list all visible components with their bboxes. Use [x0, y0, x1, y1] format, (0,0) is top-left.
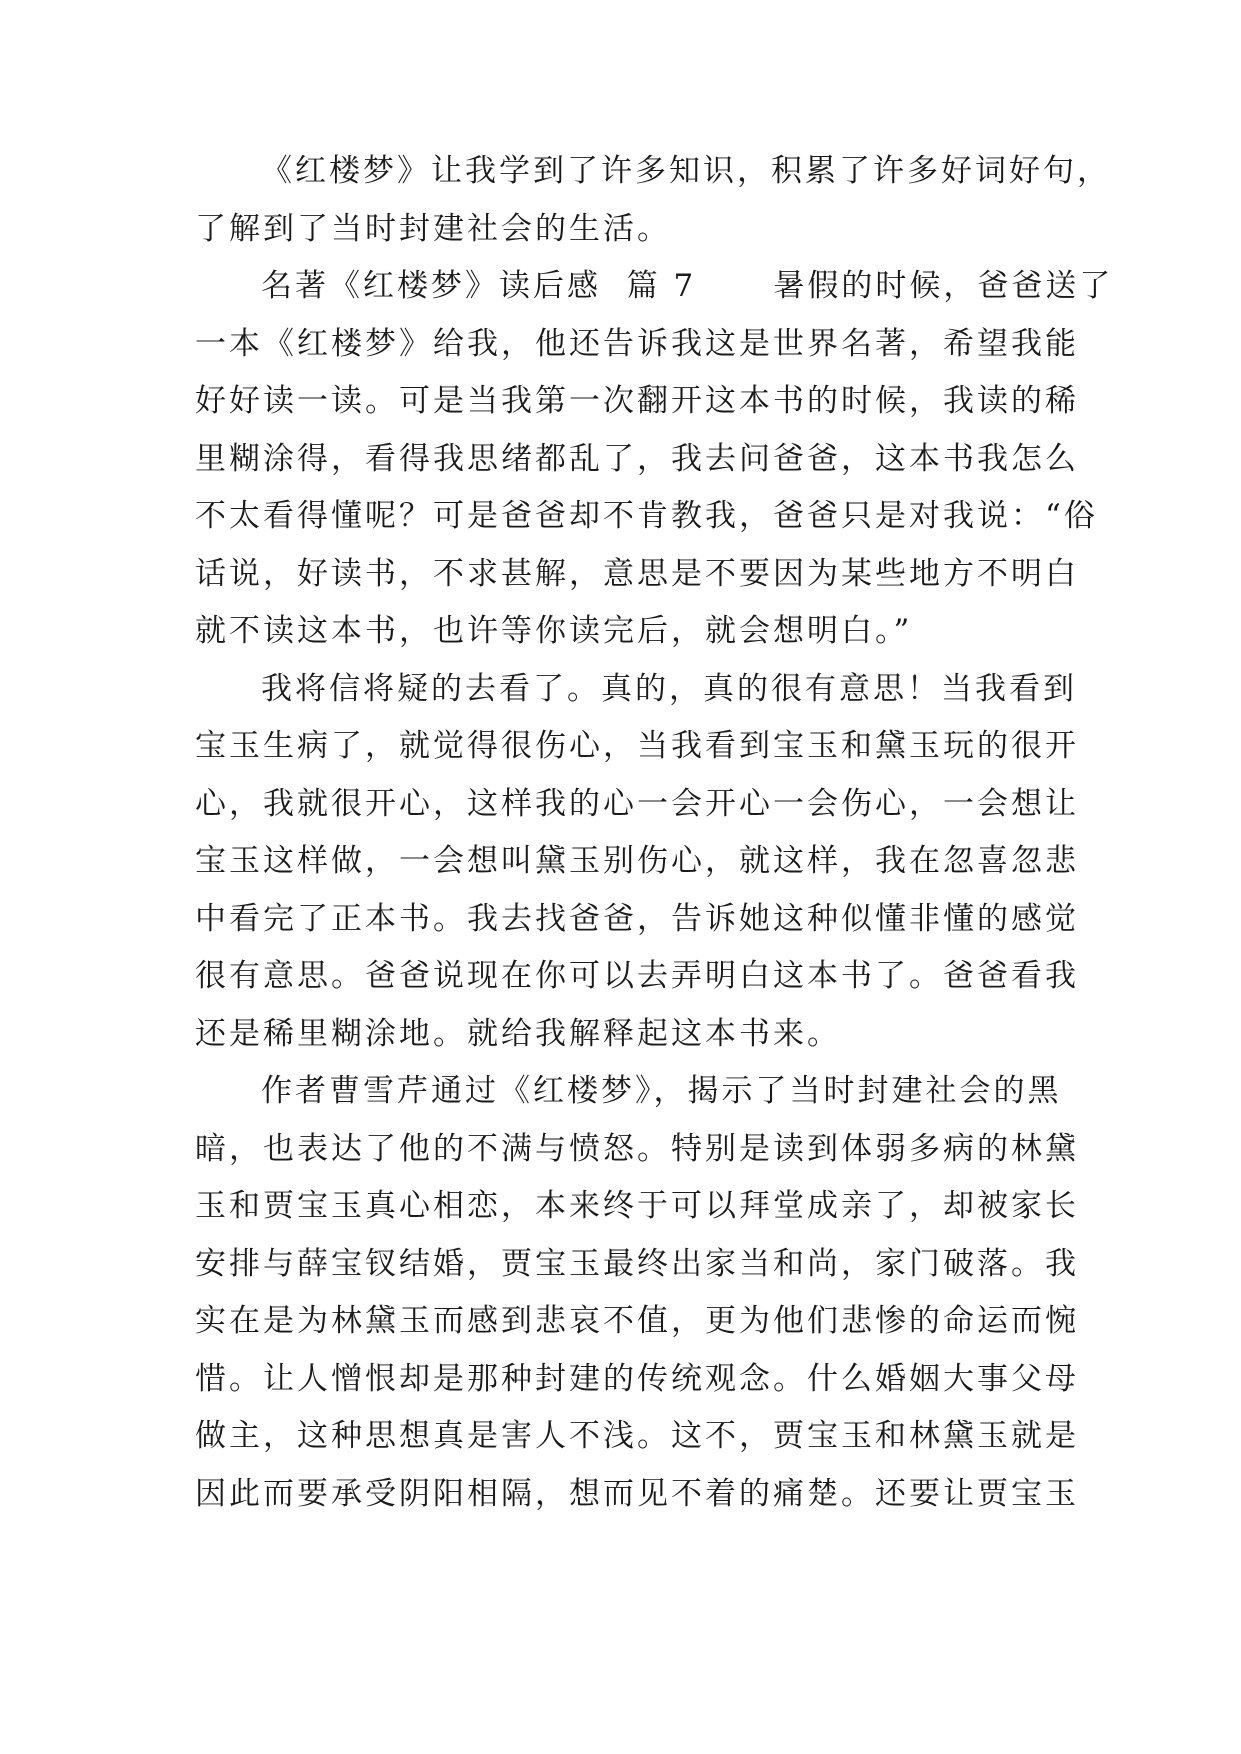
text-line: 宝玉生病了，就觉得很伤心，当我看到宝玉和黛玉玩的很开 [195, 728, 1079, 764]
text-line: 了解到了当时封建社会的生活。 [195, 210, 671, 247]
text-line: 作者曹雪芹通过《红楼梦》，揭示了当时封建社会的黑 [261, 1073, 1062, 1109]
text-line: 玉和贾宝玉真心相恋，本来终于可以拜堂成亲了，却被家长 [195, 1188, 1079, 1224]
text-line: 里糊涂得，看得我思绪都乱了，我去问爸爸，这本书我怎么 [195, 440, 1079, 477]
text-line: 还是稀里糊涂地。就给我解释起这本书来。 [195, 1015, 841, 1052]
text-line: 《红楼梦》让我学到了许多知识，积累了许多好词好句， [261, 153, 1111, 189]
text-line: 暗，也表达了他的不满与愤怒。特别是读到体弱多病的林黛 [195, 1130, 1079, 1167]
text-line: 好好读一读。可是当我第一次翻开这本书的时候，我读的稀 [195, 383, 1079, 419]
text-line: 实在是为林黛玉而感到悲哀不值，更为他们悲惨的命运而惋 [195, 1303, 1079, 1339]
text-line: 心，我就很开心，这样我的心一会开心一会伤心，一会想让 [195, 785, 1079, 822]
paragraph-4 [195, 1063, 1079, 1523]
text-line: 我将信将疑的去看了。真的，真的很有意思！当我看到 [261, 670, 1077, 707]
text-line: 因此而要承受阴阳相隔，想而见不着的痛楚。还要让贾宝玉 [195, 1475, 1079, 1512]
text-line: 话说，好读书，不求甚解，意思是不要因为某些地方不明白 [195, 555, 1079, 592]
document-page [195, 143, 1114, 1523]
text-line: 做主，这种思想真是害人不浅。这不，贾宝玉和林黛玉就是 [195, 1418, 1079, 1454]
paragraph-3 [195, 661, 1079, 1064]
text-line: 就不读这本书，也许等你读完后，就会想明白。” [195, 613, 913, 649]
paragraph-2 [195, 258, 1114, 661]
text-line: 惜。让人憎恨却是那种封建的传统观念。什么婚姻大事父母 [195, 1360, 1079, 1397]
text-line: 很有意思。爸爸说现在你可以去弄明白这本书了。爸爸看我 [195, 958, 1079, 994]
paragraph-1 [195, 143, 1111, 258]
text-line: 名著《红楼梦》读后感 篇 7 暑假的时候，爸爸送了 [261, 268, 1114, 304]
text-line: 一本《红楼梦》给我，他还告诉我这是世界名著，希望我能 [195, 325, 1079, 362]
text-line: 中看完了正本书。我去找爸爸，告诉她这种似懂非懂的感觉 [195, 900, 1079, 937]
text-line: 宝玉这样做，一会想叫黛玉别伤心，就这样，我在忽喜忽悲 [195, 843, 1079, 879]
text-line: 安排与薛宝钗结婚，贾宝玉最终出家当和尚，家门破落。我 [195, 1245, 1079, 1282]
text-line: 不太看得懂呢？可是爸爸却不肯教我，爸爸只是对我说：“俗 [195, 498, 1098, 534]
